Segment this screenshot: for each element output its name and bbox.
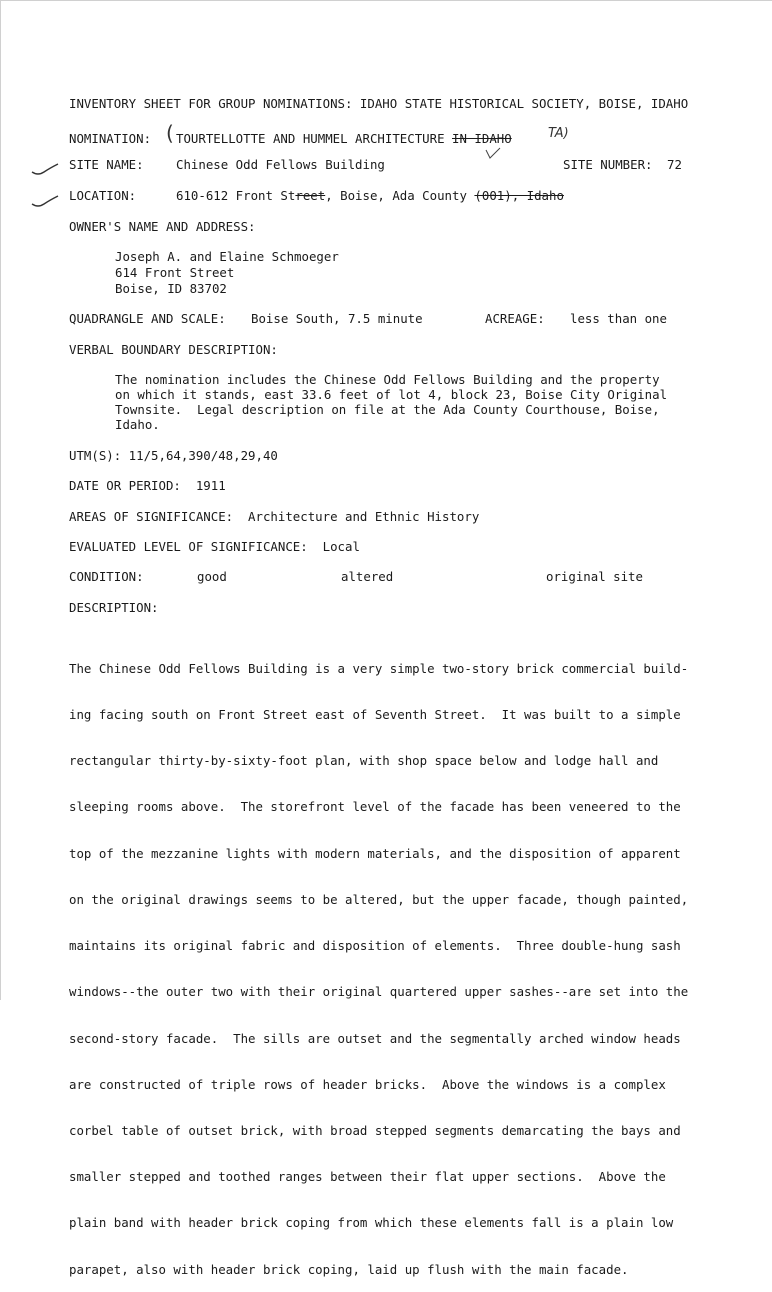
description-body [69,630,688,1292]
nomination-label: NOMINATION: [69,131,152,146]
description-line: top of the mezzanine lights with modern materials, and the disposition of apparent [69,845,681,861]
handwritten-annotation: TA) [548,126,569,141]
description-line: rectangular thirty-by-sixty-foot plan, with shop space below and lodge hall and [69,753,659,769]
owner-line: Joseph A. and Elaine Schmoeger [115,249,339,264]
condition-value-2: altered [341,569,394,584]
site-name-label: SITE NAME: [69,157,144,172]
checkmark-icon [484,146,502,160]
description-line: maintains its original fabric and disposition of elements. Three double-hung sash [69,938,681,954]
utm-line: UTM(S): 11/5,64,390/48,29,40 [69,448,278,463]
description-line: ing facing south on Front Street east of Seventh Street. It was built to a simple [69,707,681,723]
description-line: on the original drawings seems to be altered, but the upper facade, though painted, [69,891,689,907]
location-struck-end: (001), Idaho [474,188,564,203]
location-start: 610-612 Front St [176,188,296,203]
location-struck-mid: reet [295,188,326,203]
boundary-line: Townsite. Legal description on file at the Ada County Courthouse, Boise, [115,402,660,417]
description-line: sleeping rooms above. The storefront level of the facade has been veneered to the [69,799,681,815]
boundary-label: VERBAL BOUNDARY DESCRIPTION: [69,342,278,357]
site-number-label: SITE NUMBER: [563,157,653,172]
nomination-struck: IN IDAHO [452,131,512,146]
description-line: second-story facade. The sills are outset and the segmentally arched window heads [69,1030,681,1046]
level-line: EVALUATED LEVEL OF SIGNIFICANCE: Local [69,539,360,554]
date-line: DATE OR PERIOD: 1911 [69,478,226,493]
location-end: , Boise, Ada County [325,188,467,203]
description-line: The Chinese Odd Fellows Building is a very simple two-story brick commercial build- [69,660,689,676]
description-line: plain band with header brick coping from which these elements fall is a plain low [69,1215,674,1231]
quadrangle-value: Boise South, 7.5 minute [251,311,423,326]
site-name-value: Chinese Odd Fellows Building [176,157,385,172]
description-label: DESCRIPTION: [69,600,159,615]
location-value [176,188,564,203]
owner-line: 614 Front Street [115,265,235,280]
location-label: LOCATION: [69,188,137,203]
acreage-label: ACREAGE: [485,311,545,326]
checkmark-icon [30,192,60,210]
boundary-line: on which it stands, east 33.6 feet of lot 4, block 23, Boise City Original [115,387,668,402]
acreage-value: less than one [570,311,667,326]
nomination-title: TOURTELLOTTE AND HUMMEL ARCHITECTURE [176,131,445,146]
condition-value-1: good [197,569,227,584]
boundary-line: Idaho. [115,417,160,432]
nomination-value [176,131,512,146]
description-line: windows--the outer two with their original quartered upper sashes--are set into the [69,984,689,1000]
quadrangle-label: QUADRANGLE AND SCALE: [69,311,226,326]
description-line: corbel table of outset brick, with broad stepped segments demarcating the bays and [69,1123,681,1138]
condition-label: CONDITION: [69,569,144,584]
handwritten-paren: ( [166,121,174,145]
scan-border-top [0,0,772,1]
areas-line: AREAS OF SIGNIFICANCE: Architecture and Ethnic History [69,509,480,524]
form-header: INVENTORY SHEET FOR GROUP NOMINATIONS: IDAHO STATE HISTORICAL SOCIETY, BOISE, IDAHO [69,96,689,111]
description-line: smaller stepped and toothed ranges between their flat upper sections. Above the [69,1169,666,1185]
description-line: parapet, also with header brick coping, laid up flush with the main facade. [69,1261,629,1277]
site-number-value: 72 [667,157,682,172]
owner-label: OWNER'S NAME AND ADDRESS: [69,219,256,234]
boundary-line: The nomination includes the Chinese Odd Fellows Building and the property [115,372,660,387]
owner-line: Boise, ID 83702 [115,281,227,296]
checkmark-icon [30,160,60,178]
condition-value-3: original site [546,569,643,584]
scan-border-left [0,0,1,1000]
description-line: are constructed of triple rows of header bricks. Above the windows is a complex [69,1076,666,1092]
